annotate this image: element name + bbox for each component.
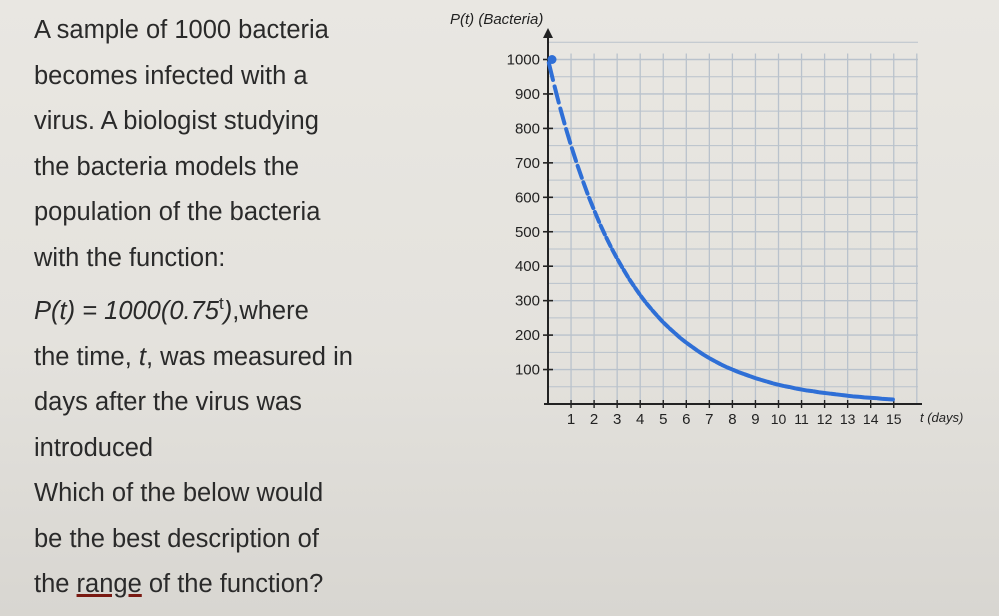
curve-start-point <box>548 55 557 64</box>
x-tick-label: 6 <box>682 411 691 428</box>
curve-segment <box>624 270 628 277</box>
time-text-a: the time, <box>34 342 139 371</box>
curve-segment <box>664 323 668 327</box>
chart-grid <box>548 42 918 404</box>
curve-segment <box>768 382 772 383</box>
chart-ticks <box>507 52 902 429</box>
curve-segment <box>756 378 760 379</box>
x-tick-label: 11 <box>794 411 809 427</box>
curve-segment <box>710 359 714 361</box>
curve-segment <box>676 334 680 338</box>
x-tick-label: 5 <box>659 411 668 428</box>
problem-line: A sample of 1000 bacteria <box>34 16 329 44</box>
y-tick-label: 1000 <box>506 51 540 69</box>
curve-segment <box>589 198 593 208</box>
y-tick-label: 600 <box>514 189 540 207</box>
chart-curve <box>548 55 893 399</box>
x-tick-label: 10 <box>770 411 787 427</box>
problem-line: virus. A biologist studying <box>34 107 319 135</box>
question-text-a: the <box>34 570 77 598</box>
curve-segment <box>727 367 731 369</box>
curve-segment <box>699 351 703 354</box>
y-tick-label: 700 <box>514 154 540 172</box>
curve-segment <box>750 376 754 377</box>
curve-segment <box>583 182 587 193</box>
curve-segment <box>572 148 576 161</box>
curve-segment <box>549 63 553 80</box>
curve-segment <box>716 362 720 364</box>
y-axis-label: P(t) (Bacteria) <box>450 11 544 28</box>
x-tick-label: 4 <box>636 411 645 428</box>
problem-line: the bacteria models the <box>34 152 300 181</box>
curve-segment <box>647 304 651 309</box>
curve-segment <box>601 226 605 235</box>
curve-segment <box>635 288 639 294</box>
y-tick-label: 500 <box>514 223 540 241</box>
curve-segment <box>797 389 801 390</box>
y-axis-arrow <box>543 28 553 38</box>
curve-segment <box>785 386 789 387</box>
curve-segment <box>555 86 559 102</box>
x-tick-label: 3 <box>612 411 622 428</box>
x-tick-label: 13 <box>839 411 856 427</box>
formula-after: ,where <box>232 297 309 325</box>
curve-segment <box>629 279 633 285</box>
y-tick-label: 900 <box>514 85 540 103</box>
question-line: Which of the below would <box>34 479 324 507</box>
problem-line: population of the bacteria <box>34 198 321 226</box>
formula-exponent: t <box>219 294 224 313</box>
curve-segment <box>739 372 743 373</box>
curve-segment <box>670 329 674 333</box>
curve-segment <box>791 387 795 388</box>
curve-segment <box>653 311 657 316</box>
question-text-b: of the function? <box>141 570 324 598</box>
curve-segment <box>693 347 697 350</box>
curve-segment <box>595 212 599 222</box>
x-tick-label: 1 <box>566 411 576 428</box>
curve-segment <box>733 370 737 372</box>
formula-close: ) <box>223 297 233 325</box>
x-tick-label: 14 <box>862 411 879 427</box>
y-tick-label: 100 <box>514 361 540 379</box>
time-variable: t <box>138 342 146 371</box>
x-axis-label: t (days) <box>920 410 964 425</box>
curve-segment <box>814 391 818 392</box>
problem-line: becomes infected with a <box>34 61 308 90</box>
problem-line: days after the virus was <box>34 388 302 416</box>
curve-segment <box>681 339 685 342</box>
problem-line: with the function: <box>34 243 226 272</box>
y-tick-label: 800 <box>514 120 540 138</box>
y-tick-label: 400 <box>514 258 540 276</box>
curve-segment <box>612 249 616 257</box>
curve-segment <box>606 238 610 246</box>
x-tick-label: 7 <box>705 411 714 428</box>
x-tick-label: 9 <box>751 411 760 428</box>
curve-segment <box>578 166 582 178</box>
curve-segment <box>802 390 806 391</box>
formula-lhs: P(t) = 1000(0.75 <box>34 297 219 325</box>
curve-segment <box>722 365 726 367</box>
curve-segment <box>687 343 691 346</box>
curve-segment <box>566 129 570 143</box>
problem-line: introduced <box>34 433 154 462</box>
range-word: range <box>76 570 142 598</box>
curve-segment <box>704 355 708 357</box>
y-tick-label: 300 <box>514 292 540 310</box>
x-tick-label: 15 <box>885 411 902 427</box>
curve-segment <box>779 385 783 386</box>
curve-segment <box>774 384 778 385</box>
curve-segment <box>745 374 749 375</box>
x-tick-label: 8 <box>728 411 737 428</box>
x-tick-label: 12 <box>816 411 833 427</box>
curve-segment <box>762 380 766 381</box>
x-tick-label: 2 <box>589 411 599 428</box>
question-line: be the best description of <box>34 524 319 553</box>
y-tick-label: 200 <box>514 327 540 345</box>
time-text-b: , was measured in <box>145 342 353 371</box>
